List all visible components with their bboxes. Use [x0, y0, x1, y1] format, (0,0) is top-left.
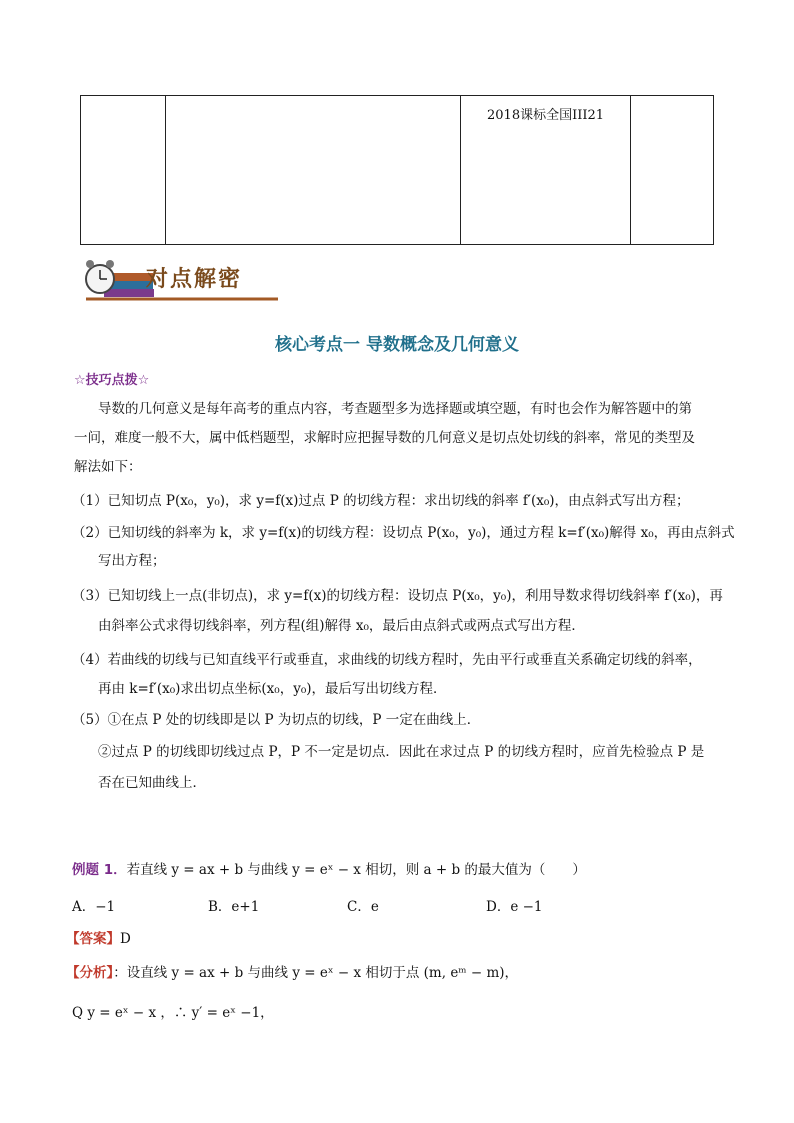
table-divider — [460, 96, 461, 244]
list-item: （4）若曲线的切线与已知直线平行或垂直，求曲线的切线方程时，先由平行或垂直关系确定切线的斜率， — [72, 652, 702, 668]
answer-line — [66, 925, 131, 953]
analysis-line-2: Q y = eˣ − x ，∴ y′ = eˣ −1， — [72, 1005, 274, 1021]
list-item: 写出方程； — [98, 553, 166, 569]
analysis-label: 【分析】 — [66, 965, 114, 981]
list-item: 否在已知曲线上． — [98, 775, 206, 791]
list-item: （5）①在点 P 处的切线即是以 P 为切点的切线，P 一定在曲线上． — [72, 712, 481, 728]
list-item: ②过点 P 的切线即切线过点 P，P 不一定是切点．因此在求过点 P 的切线方程时，应首先检验点 P 是 — [98, 744, 705, 760]
intro-line: 解法如下： — [74, 459, 142, 475]
option-d: D．e −1 — [486, 899, 543, 915]
option-a: A．−1 — [72, 899, 116, 915]
intro-line: 导数的几何意义是每年高考的重点内容，考查题型多为选择题或填空题，有时也会作为解答题中的第 — [98, 401, 692, 417]
banner-title: 对点解密 — [146, 267, 243, 292]
answer-label: 【答案】 — [66, 931, 120, 947]
table-divider — [165, 96, 166, 244]
table-divider — [630, 96, 631, 244]
list-item: （2）已知切线的斜率为 k，求 y=f(x)的切线方程：设切点 P(x₀，y₀)，通过方程 k=f′(x₀)解得 x₀，再由点斜式 — [72, 525, 735, 541]
option-b: B．e+1 — [208, 899, 260, 915]
list-item: （3）已知切线上一点(非切点)，求 y=f(x)的切线方程：设切点 P(x₀，y₀)，利用导数求得切线斜率 f′(x₀)，再 — [72, 588, 723, 604]
list-item: 再由 k=f′(x₀)求出切点坐标(x₀，y₀)，最后写出切线方程． — [98, 681, 447, 697]
example-question-text: 若直线 y = ax + b 与曲线 y = eˣ − x 相切，则 a + b 的最大值为（ ） — [126, 862, 586, 878]
list-item: 由斜率公式求得切线斜率，列方程(组)解得 x₀，最后由点斜式或两点式写出方程． — [98, 618, 585, 634]
exam-table — [80, 95, 714, 245]
example-question — [72, 856, 586, 884]
option-c: C．e — [347, 899, 379, 915]
list-item: （1）已知切点 P(x₀，y₀)，求 y=f(x)过点 P 的切线方程：求出切线的斜率 f′(x₀)，由点斜式写出方程； — [72, 493, 690, 509]
intro-line: 一问，难度一般不大，属中低档题型，求解时应把握导数的几何意义是切点处切线的斜率，常见的类型及 — [74, 430, 695, 446]
analysis-line — [66, 959, 518, 987]
example-label: 例题 1． — [72, 862, 127, 878]
tip-label: ☆技巧点拨☆ — [74, 373, 150, 388]
answer-value: D — [120, 931, 131, 947]
table-cell-source: 2018课标全国III21 — [487, 108, 605, 123]
analysis-text: ：设直线 y = ax + b 与曲线 y = eˣ − x 相切于点 (m, eᵐ − m)， — [113, 965, 519, 981]
section-title: 核心考点一 导数概念及几何意义 — [275, 335, 519, 355]
